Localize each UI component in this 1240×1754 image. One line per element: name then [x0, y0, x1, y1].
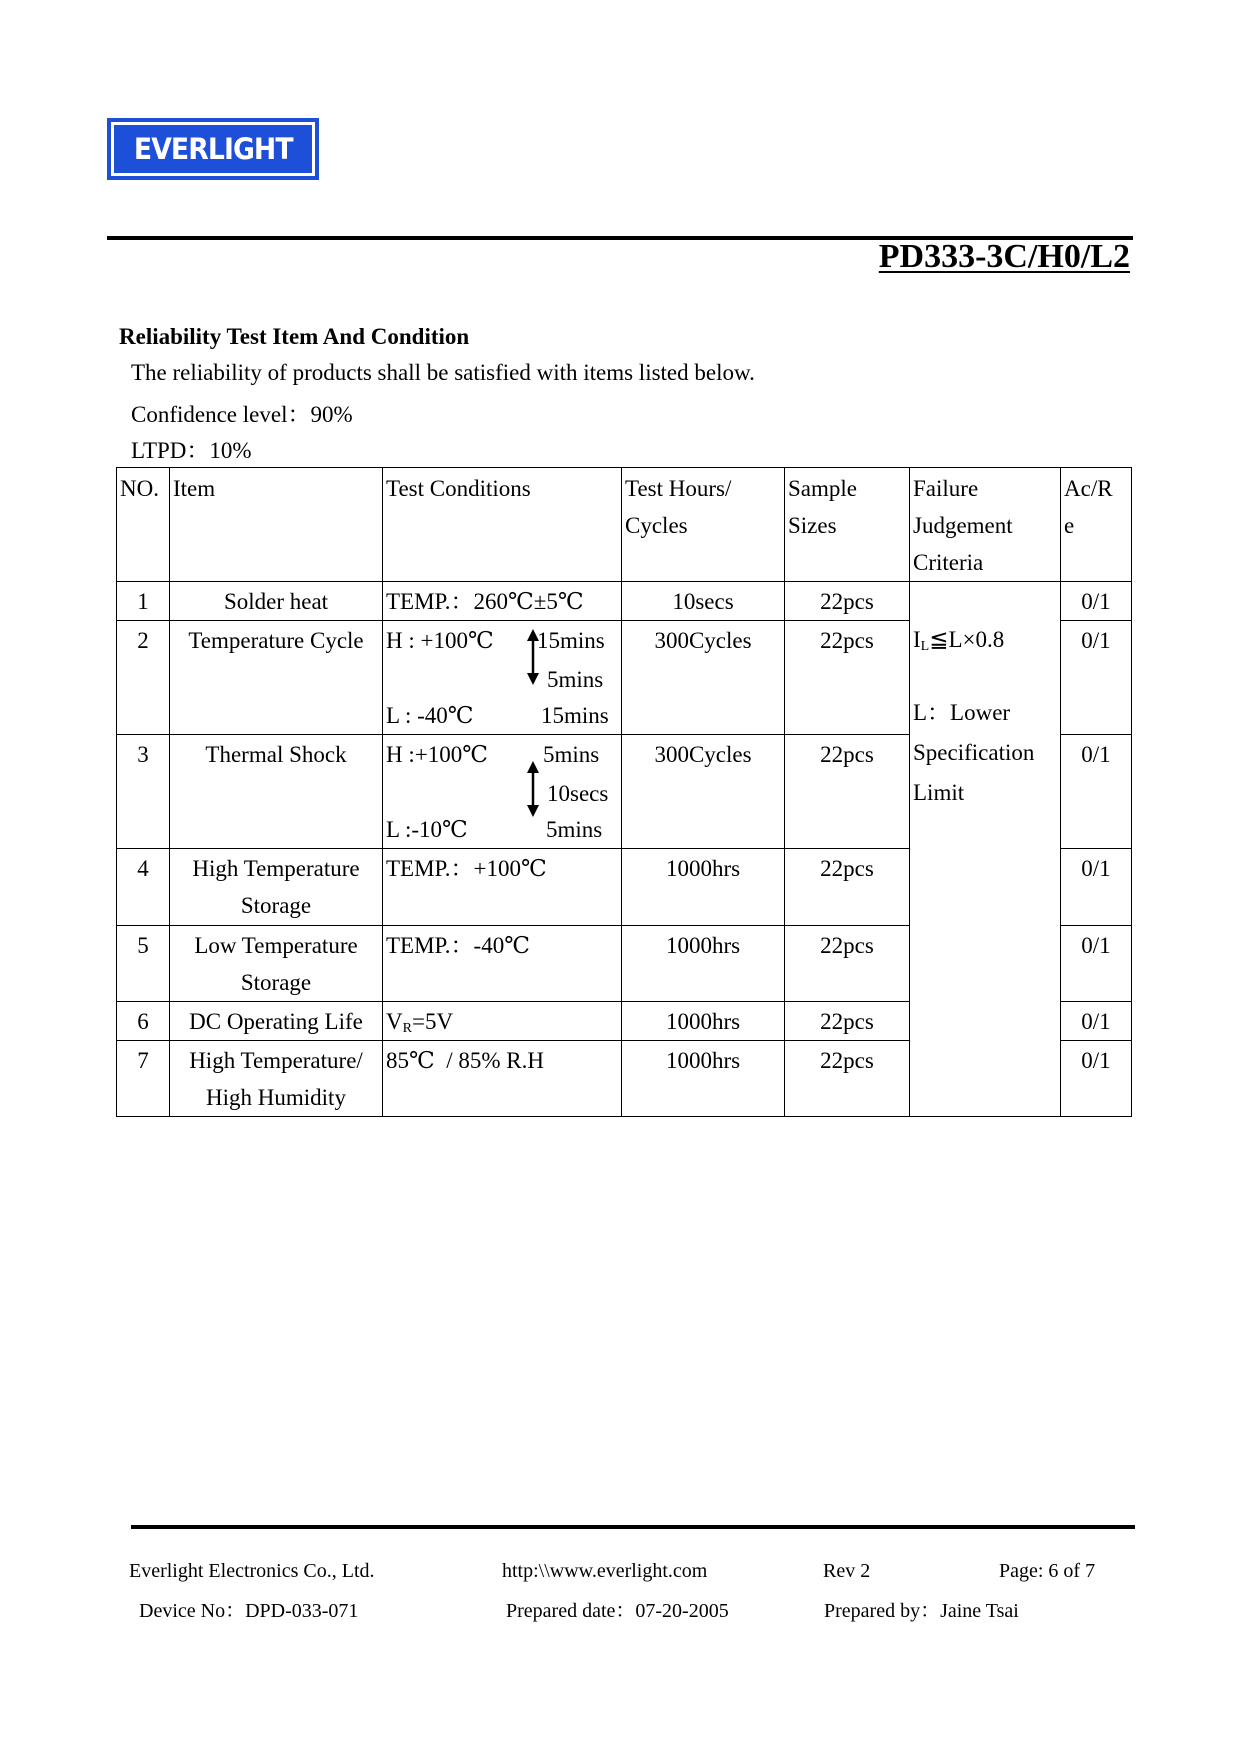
cond-low: L : -40℃ [386, 703, 474, 728]
cond-time-2: 10secs [547, 781, 609, 806]
footer-url[interactable]: http:\\www.everlight.com [502, 1560, 708, 1582]
row-item: Temperature Cycle [170, 621, 383, 735]
row-condition: TEMP.：-40℃ [383, 926, 622, 1002]
footer-prepared-date: Prepared date：07-20-2005 [506, 1600, 729, 1622]
cond-time-3: 5mins [546, 817, 603, 842]
row-condition [383, 621, 622, 735]
row-item: High Temperature Storage [170, 849, 383, 926]
intro-text: The reliability of products shall be satisfied with items listed below. [131, 360, 755, 385]
footer-prepared-by: Prepared by：Jaine Tsai [824, 1600, 1019, 1622]
row-acre: 0/1 [1061, 849, 1132, 926]
model-number: PD333-3C/H0/L2 [878, 238, 1130, 275]
row-hours: 1000hrs [622, 1041, 785, 1117]
cond-low: L :-10℃ [386, 817, 468, 842]
header-acre: Ac/R e [1061, 468, 1132, 582]
row-sample: 22pcs [785, 621, 910, 735]
double-arrow-icon [526, 761, 540, 817]
row-item: Solder heat [170, 582, 383, 621]
header-no: NO. [117, 468, 170, 582]
row-sample: 22pcs [785, 849, 910, 926]
row-condition: TEMP.：260℃±5℃ [383, 582, 622, 621]
row-item: DC Operating Life [170, 1002, 383, 1041]
cond-high: H :+100℃ [386, 742, 488, 767]
row-sample: 22pcs [785, 735, 910, 849]
row-no: 5 [117, 926, 170, 1002]
row-hours: 1000hrs [622, 926, 785, 1002]
row-condition: TEMP.：+100℃ [383, 849, 622, 926]
cond-time-1: 15mins [537, 628, 605, 653]
row-acre: 0/1 [1061, 621, 1132, 735]
row-condition: 85℃ / 85% R.H [383, 1041, 622, 1117]
row-item: Low Temperature Storage [170, 926, 383, 1002]
row-no: 1 [117, 582, 170, 621]
cond-time-2: 5mins [547, 667, 604, 692]
row-sample: 22pcs [785, 1002, 910, 1041]
row-hours: 300Cycles [622, 735, 785, 849]
row-acre: 0/1 [1061, 1002, 1132, 1041]
row-hours: 1000hrs [622, 849, 785, 926]
footer-rev: Rev 2 [823, 1560, 871, 1582]
section-title: Reliability Test Item And Condition [119, 324, 470, 349]
row-acre: 0/1 [1061, 735, 1132, 849]
row-hours: 1000hrs [622, 1002, 785, 1041]
failure-criteria [910, 582, 1061, 1117]
confidence-level: Confidence level：90% [131, 402, 353, 427]
criteria-il: $I_L≦L\times 0.8$ [913, 627, 1005, 654]
criteria-spec: Specification [913, 740, 1035, 765]
header-hours: Test Hours/ Cycles [622, 468, 785, 582]
row-no: 6 [117, 1002, 170, 1041]
row-sample: 22pcs [785, 582, 910, 621]
footer-device: Device No：DPD-033-071 [139, 1600, 359, 1622]
cond-time-3: 15mins [541, 703, 609, 728]
row-condition: $V_R=5V$ [383, 1002, 622, 1041]
everlight-logo [107, 118, 319, 180]
row-acre: 0/1 [1061, 582, 1132, 621]
row-item: High Temperature/ High Humidity [170, 1041, 383, 1117]
row-no: 2 [117, 621, 170, 735]
row-condition [383, 735, 622, 849]
row-no: 7 [117, 1041, 170, 1117]
row-sample: 22pcs [785, 926, 910, 1002]
logo-text: EVERLIGHT [133, 132, 293, 166]
header-sample: Sample Sizes [785, 468, 910, 582]
footer-page: Page: 6 of 7 [999, 1560, 1096, 1582]
row-sample: 22pcs [785, 1041, 910, 1117]
row-no: 3 [117, 735, 170, 849]
row-no: 4 [117, 849, 170, 926]
table-header-row [117, 468, 1132, 582]
header-failure: Failure Judgement Criteria [910, 468, 1061, 582]
row-acre: 0/1 [1061, 926, 1132, 1002]
row-hours: 300Cycles [622, 621, 785, 735]
cond-high: H : +100℃ [386, 628, 494, 653]
footer-company: Everlight Electronics Co., Ltd. [129, 1560, 375, 1582]
row-hours: 10secs [622, 582, 785, 621]
cond-time-1: 5mins [543, 742, 600, 767]
table-row [117, 582, 1132, 621]
double-arrow-icon [526, 629, 540, 685]
criteria-l-def: L：Lower [913, 700, 1011, 725]
header-conditions: Test Conditions [383, 468, 622, 582]
row-acre: 0/1 [1061, 1041, 1132, 1117]
row-item: Thermal Shock [170, 735, 383, 849]
footer-divider [131, 1525, 1135, 1529]
criteria-limit: Limit [913, 780, 965, 805]
header-item: Item [170, 468, 383, 582]
reliability-table [116, 467, 1132, 1117]
ltpd-value: LTPD：10% [131, 438, 252, 463]
